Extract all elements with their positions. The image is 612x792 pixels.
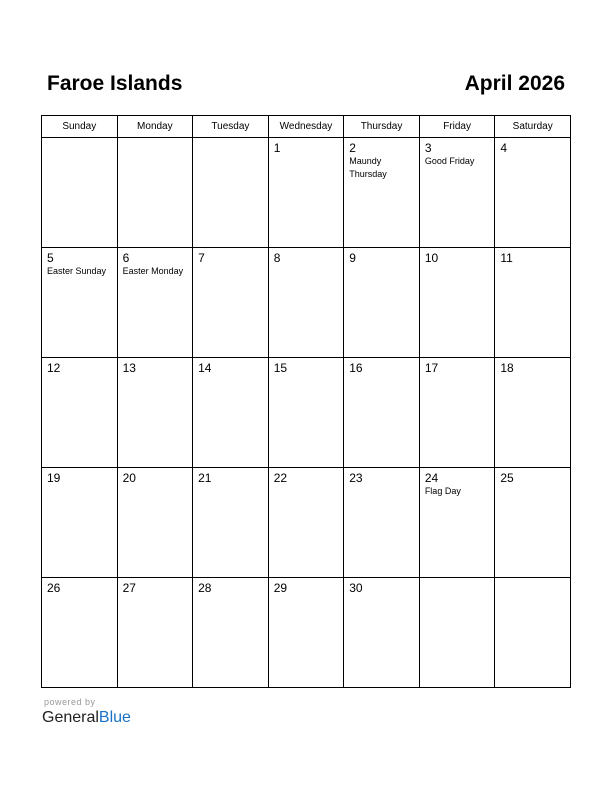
day-cell: [344, 358, 420, 468]
day-number: 22: [273, 471, 288, 485]
day-number: 8: [273, 251, 281, 265]
day-cell: [117, 358, 193, 468]
day-cell: [419, 248, 495, 358]
weekday-header-row: [42, 116, 571, 138]
day-cell: [42, 578, 118, 688]
day-number: 13: [122, 361, 136, 375]
day-number: [118, 138, 193, 142]
calendar-grid: [41, 115, 571, 688]
week-row: [42, 578, 571, 688]
day-cell: [495, 468, 571, 578]
day-cell: [193, 468, 269, 578]
day-number: 18: [500, 361, 514, 375]
country-title: Faroe Islands: [47, 72, 183, 95]
week-row: [42, 138, 571, 248]
week-row: [42, 468, 571, 578]
day-cell: [117, 578, 193, 688]
weekday-thursday: Thursday: [344, 116, 420, 138]
powered-by-text: powered by: [44, 697, 96, 707]
weekday-wednesday: Wednesday: [268, 116, 344, 138]
day-number: 4: [500, 141, 508, 155]
day-number: 17: [424, 361, 439, 375]
day-number: 24: [424, 471, 439, 485]
day-number: 28: [198, 581, 212, 595]
day-number: 11: [500, 251, 513, 265]
day-cell: [42, 468, 118, 578]
day-number: [42, 138, 117, 142]
day-number: 9: [349, 251, 356, 265]
day-number: 6: [122, 251, 130, 265]
day-number: 14: [198, 361, 212, 375]
logo-general-text: General: [42, 709, 99, 726]
weekday-sunday: Sunday: [42, 116, 118, 138]
day-cell: [268, 358, 344, 468]
weekday-monday: Monday: [117, 116, 193, 138]
day-cell: [42, 358, 118, 468]
holiday-label: Good Friday: [424, 156, 475, 166]
day-number: 5: [47, 251, 54, 265]
day-cell: [495, 358, 571, 468]
day-number: 1: [273, 141, 281, 155]
weekday-tuesday: Tuesday: [193, 116, 269, 138]
day-cell: [495, 248, 571, 358]
empty-day-cell: [193, 138, 269, 248]
day-number: 30: [349, 581, 363, 595]
day-number: 20: [122, 471, 136, 485]
holiday-label: Easter Sunday: [47, 266, 107, 276]
empty-day-cell: [117, 138, 193, 248]
holiday-label: Maundy Thursday: [349, 156, 387, 179]
day-cell: [419, 468, 495, 578]
day-number: 23: [349, 471, 363, 485]
day-number: 2: [349, 141, 356, 155]
day-cell: [42, 248, 118, 358]
day-number: 10: [424, 251, 439, 265]
holiday-label: Flag Day: [424, 486, 461, 496]
holiday-label: Easter Monday: [122, 266, 184, 276]
day-cell: [344, 248, 420, 358]
day-number: 27: [122, 581, 136, 595]
day-number: [495, 578, 570, 582]
week-row: [42, 248, 571, 358]
empty-day-cell: [42, 138, 118, 248]
day-cell: [344, 468, 420, 578]
day-cell: [268, 248, 344, 358]
day-number: 25: [500, 471, 514, 485]
weekday-saturday: Saturday: [495, 116, 571, 138]
day-number: 29: [273, 581, 288, 595]
generalblue-logo[interactable]: [42, 708, 131, 728]
day-number: 3: [424, 141, 432, 155]
day-number: 7: [198, 251, 205, 265]
day-cell: [117, 248, 193, 358]
day-number: 26: [47, 581, 61, 595]
day-number: [193, 138, 268, 142]
day-cell: [268, 468, 344, 578]
month-year-title: April 2026: [464, 72, 565, 95]
day-cell: [117, 468, 193, 578]
day-cell: [268, 578, 344, 688]
day-cell: [193, 248, 269, 358]
day-cell: [495, 138, 571, 248]
day-number: 15: [273, 361, 288, 375]
weekday-friday: Friday: [419, 116, 495, 138]
empty-day-cell: [495, 578, 571, 688]
day-number: 19: [47, 471, 61, 485]
day-number: [420, 578, 495, 582]
day-number: 16: [349, 361, 363, 375]
day-cell: [193, 578, 269, 688]
day-cell: [193, 358, 269, 468]
day-cell: [419, 358, 495, 468]
logo-blue-text: Blue: [98, 709, 131, 726]
day-number: 21: [198, 471, 212, 485]
week-row: [42, 358, 571, 468]
day-number: 12: [47, 361, 61, 375]
day-cell: [344, 578, 420, 688]
day-cell: [268, 138, 344, 248]
day-cell: [419, 138, 495, 248]
empty-day-cell: [419, 578, 495, 688]
day-cell: [344, 138, 420, 248]
